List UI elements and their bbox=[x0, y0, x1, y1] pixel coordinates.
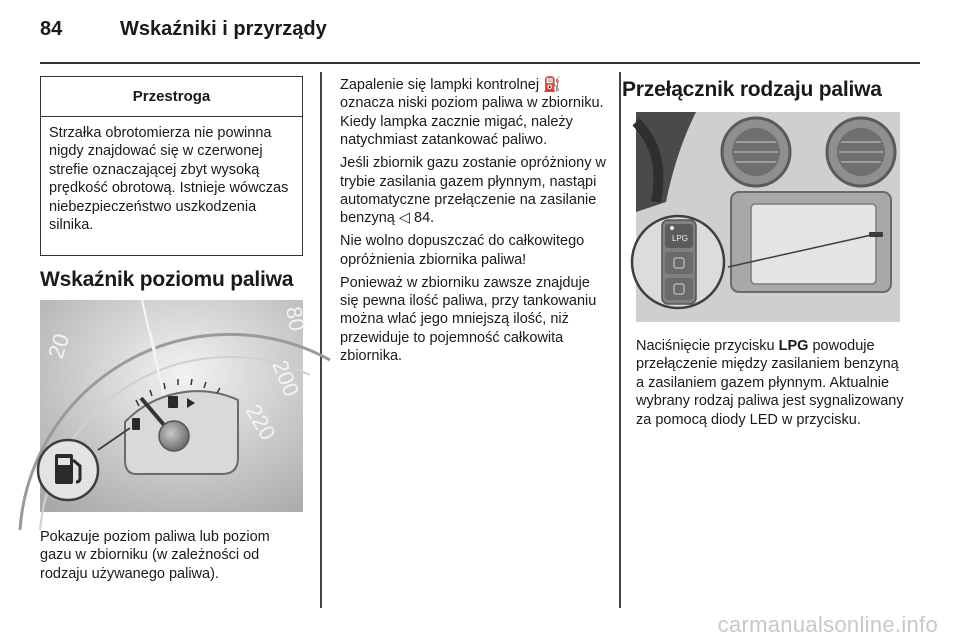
caution-title: Przestroga bbox=[41, 77, 302, 117]
speed-label-80: 80 bbox=[281, 304, 310, 333]
paragraph: Nie wolno dopuszczać do całkowitego opróżnienia zbiornika paliwa! bbox=[340, 233, 585, 268]
speed-label-20: 20 bbox=[42, 330, 75, 362]
lpg-button-label: LPG bbox=[672, 234, 689, 243]
lpg-switch-illustration bbox=[636, 112, 900, 322]
fuel-selector-heading: Przełącznik rodzaju paliwa bbox=[622, 78, 882, 101]
page-header bbox=[40, 18, 920, 62]
caution-box bbox=[40, 76, 303, 256]
fuel-warning-text-block bbox=[340, 76, 608, 370]
page-number: 84 bbox=[40, 18, 63, 40]
speed-label-220: 220 bbox=[240, 400, 281, 445]
fuel-gauge-figure bbox=[40, 300, 310, 512]
caution-text: Strzałka obrotomierza nie powinna nigdy znajdować się w czerwonej strefie oznaczającej zbyt wysoką prędkość obrotową. Istnieje wówczas niebezpieczeństwo uszkodzenia silnika. bbox=[49, 125, 289, 234]
page-title: Wskaźniki i przyrządy bbox=[120, 18, 327, 40]
fuel-gauge-heading: Wskaźnik poziomu paliwa bbox=[40, 268, 294, 291]
lpg-keyword: LPG bbox=[778, 338, 809, 354]
header-rule bbox=[40, 62, 920, 64]
fuel-selector-description bbox=[636, 337, 904, 429]
paragraph: Jeśli zbiornik gazu zostanie opróżniony w trybie zasilania gazem płynnym, nastąpi automatyczne przełączenie na zasilanie benzyną ◁ 84. bbox=[340, 155, 606, 227]
fuel-gauge-caption: Pokazuje poziom paliwa lub poziom gazu w zbiorniku (w zależności od rodzaju używanego paliwa). bbox=[40, 529, 270, 582]
column-divider-right bbox=[619, 72, 621, 608]
description-text: powoduje przełączenie między zasilaniem benzyną a zasilaniem gazem płynnym. Aktualnie wybrany rodzaj paliwa jest sygnalizowany za pomocą diody LED w przycisku. bbox=[636, 338, 904, 428]
description-text: Naciśnięcie przycisku bbox=[636, 338, 779, 354]
watermark: carmanualsonline.info bbox=[717, 612, 938, 637]
fuel-gauge-illustration bbox=[40, 300, 310, 512]
paragraph: Zapalenie się lampki kontrolnej ⛽ oznacza niski poziom paliwa w zbiorniku. Kiedy lampka zacznie migać, należy natychmiast zatankować paliwo. bbox=[340, 77, 604, 149]
speed-label-200: 200 bbox=[267, 356, 305, 400]
paragraph: Ponieważ w zbiorniku zawsze znajduje się pewna ilość paliwa, przy tankowaniu można wlać jego mniejszą ilość, niż przewiduje to pojemność całkowita zbiornika. bbox=[340, 274, 597, 365]
lpg-switch-figure bbox=[636, 112, 900, 322]
column-divider-left bbox=[320, 72, 322, 608]
